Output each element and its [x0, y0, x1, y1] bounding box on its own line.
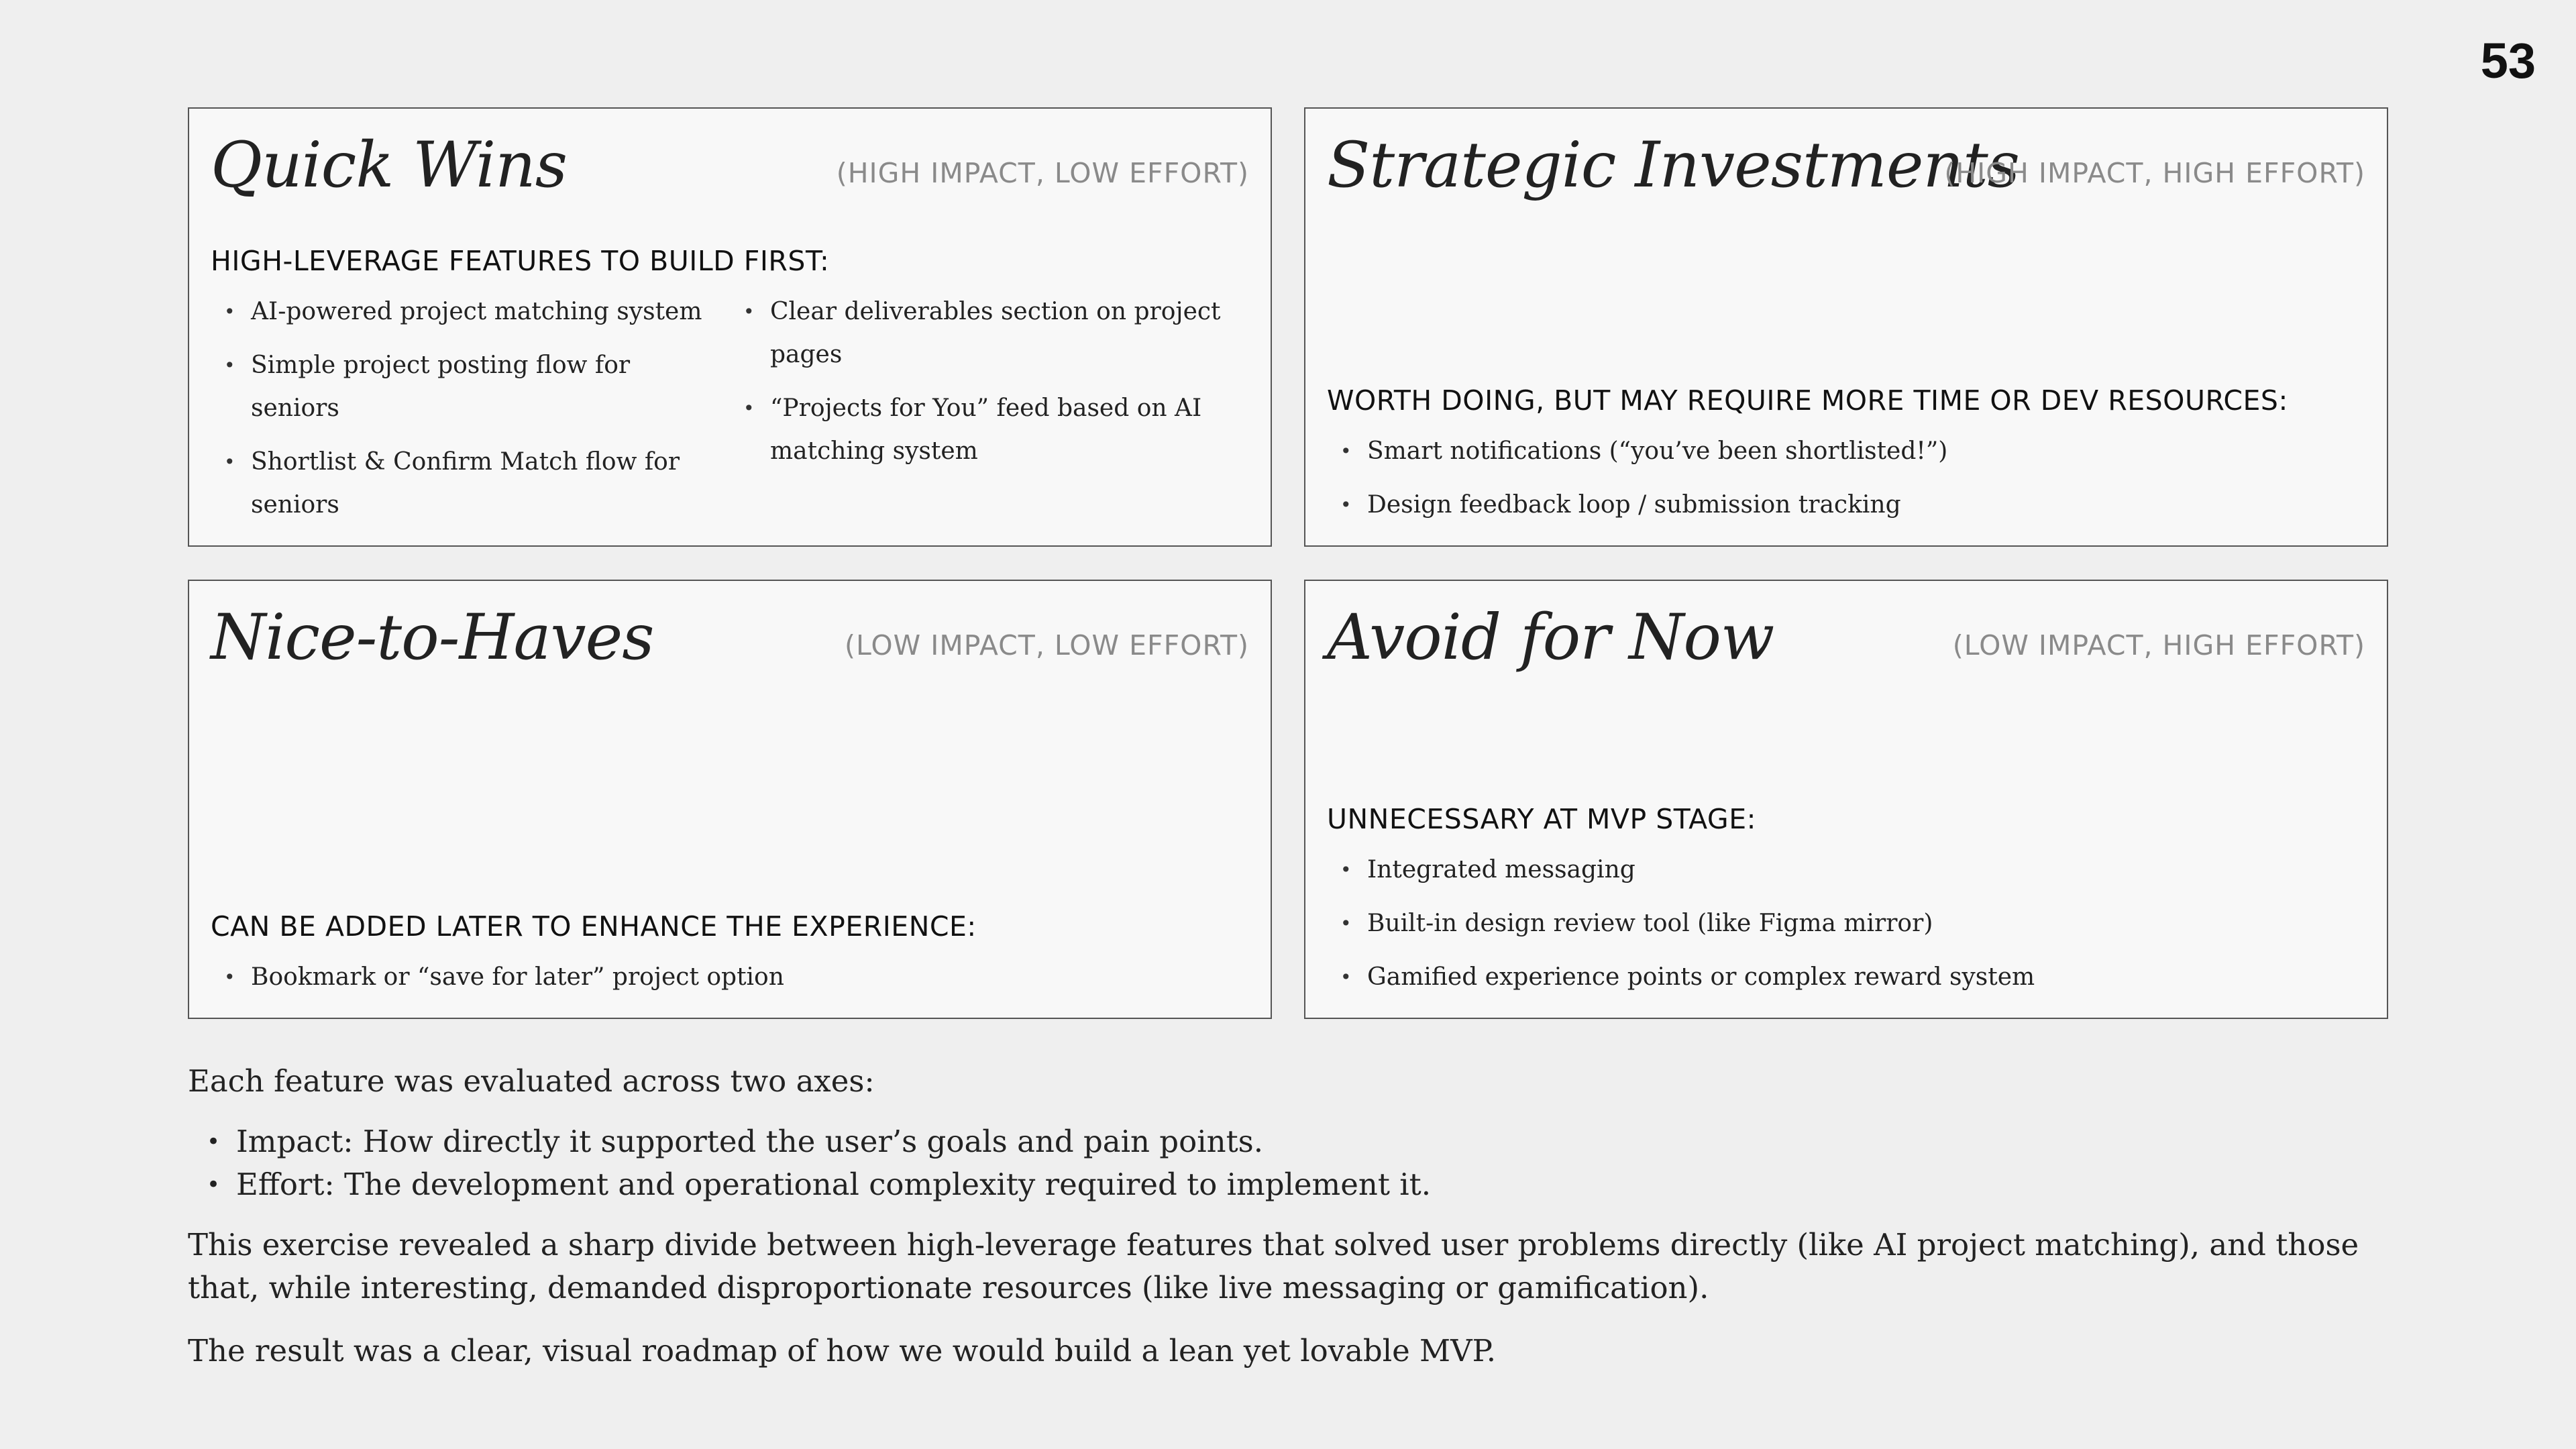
page-number: 53	[2480, 33, 2536, 89]
quadrant-tag: (HIGH IMPACT, HIGH EFFORT)	[1944, 157, 2365, 189]
quadrant-title: Avoid for Now	[1327, 601, 1774, 674]
quadrant-tag: (LOW IMPACT, HIGH EFFORT)	[1952, 629, 2365, 661]
list-item: • Impact: How directly it supported the user’s goals and pain points.	[188, 1120, 2428, 1163]
quadrant-body	[211, 245, 1249, 527]
feature-list	[1327, 430, 2365, 527]
evaluation-notes	[188, 1060, 2428, 1373]
quadrant-body	[1327, 803, 2365, 999]
list-item: • Effort: The development and operational complexity required to implement it.	[188, 1163, 2428, 1206]
list-item: • AI-powered project matching system	[211, 290, 730, 333]
quadrant-quick-wins	[188, 107, 1272, 547]
quadrant-title: Strategic Investments	[1327, 129, 2020, 202]
notes-intro: Each feature was evaluated across two axes:	[188, 1063, 875, 1099]
list-item: • “Projects for You” feed based on AI matching system	[730, 387, 1249, 473]
quadrant-body	[1327, 384, 2365, 527]
quadrant-body	[211, 910, 1249, 999]
list-item: • Smart notifications (“you’ve been shortlisted!”)	[1327, 430, 2365, 473]
notes-paragraph: This exercise revealed a sharp divide between high-leverage features that solved user problems directly (like AI project matching), and those that, while interesting, demanded disproportionate resources (like live messaging or gamification).	[188, 1227, 2359, 1305]
feature-columns	[211, 290, 1249, 527]
list-item: • Integrated messaging	[1327, 849, 2365, 892]
axes-list	[188, 1120, 2428, 1206]
feature-list	[211, 290, 730, 527]
feature-column-left	[211, 290, 730, 527]
quadrant-heading: WORTH DOING, BUT MAY REQUIRE MORE TIME OR DEV RESOURCES:	[1327, 384, 2288, 417]
list-item: • Shortlist & Confirm Match flow for seniors	[211, 441, 730, 527]
quadrant-heading: UNNECESSARY AT MVP STAGE:	[1327, 803, 1756, 835]
quadrant-strategic-investments	[1304, 107, 2388, 547]
feature-list	[730, 290, 1249, 473]
list-item: • Clear deliverables section on project pages	[730, 290, 1249, 376]
list-item: • Bookmark or “save for later” project option	[211, 956, 1249, 999]
quadrant-tag: (HIGH IMPACT, LOW EFFORT)	[836, 157, 1249, 189]
feature-list	[1327, 849, 2365, 999]
notes-paragraph: The result was a clear, visual roadmap of how we would build a lean yet lovable MVP.	[188, 1333, 1497, 1368]
quadrant-heading: CAN BE ADDED LATER TO ENHANCE THE EXPERIENCE:	[211, 910, 977, 943]
list-item: • Built-in design review tool (like Figma mirror)	[1327, 902, 2365, 945]
feature-column-right	[730, 290, 1249, 527]
quadrant-avoid-for-now	[1304, 580, 2388, 1019]
quadrant-tag: (LOW IMPACT, LOW EFFORT)	[845, 629, 1249, 661]
list-item: • Design feedback loop / submission tracking	[1327, 484, 2365, 527]
quadrant-nice-to-haves	[188, 580, 1272, 1019]
quadrant-title: Nice-to-Haves	[211, 601, 654, 674]
quadrant-title: Quick Wins	[211, 129, 567, 202]
feature-list	[211, 956, 1249, 999]
list-item: • Gamified experience points or complex reward system	[1327, 956, 2365, 999]
list-item: • Simple project posting flow for seniors	[211, 344, 730, 430]
quadrant-heading: HIGH-LEVERAGE FEATURES TO BUILD FIRST:	[211, 245, 830, 277]
